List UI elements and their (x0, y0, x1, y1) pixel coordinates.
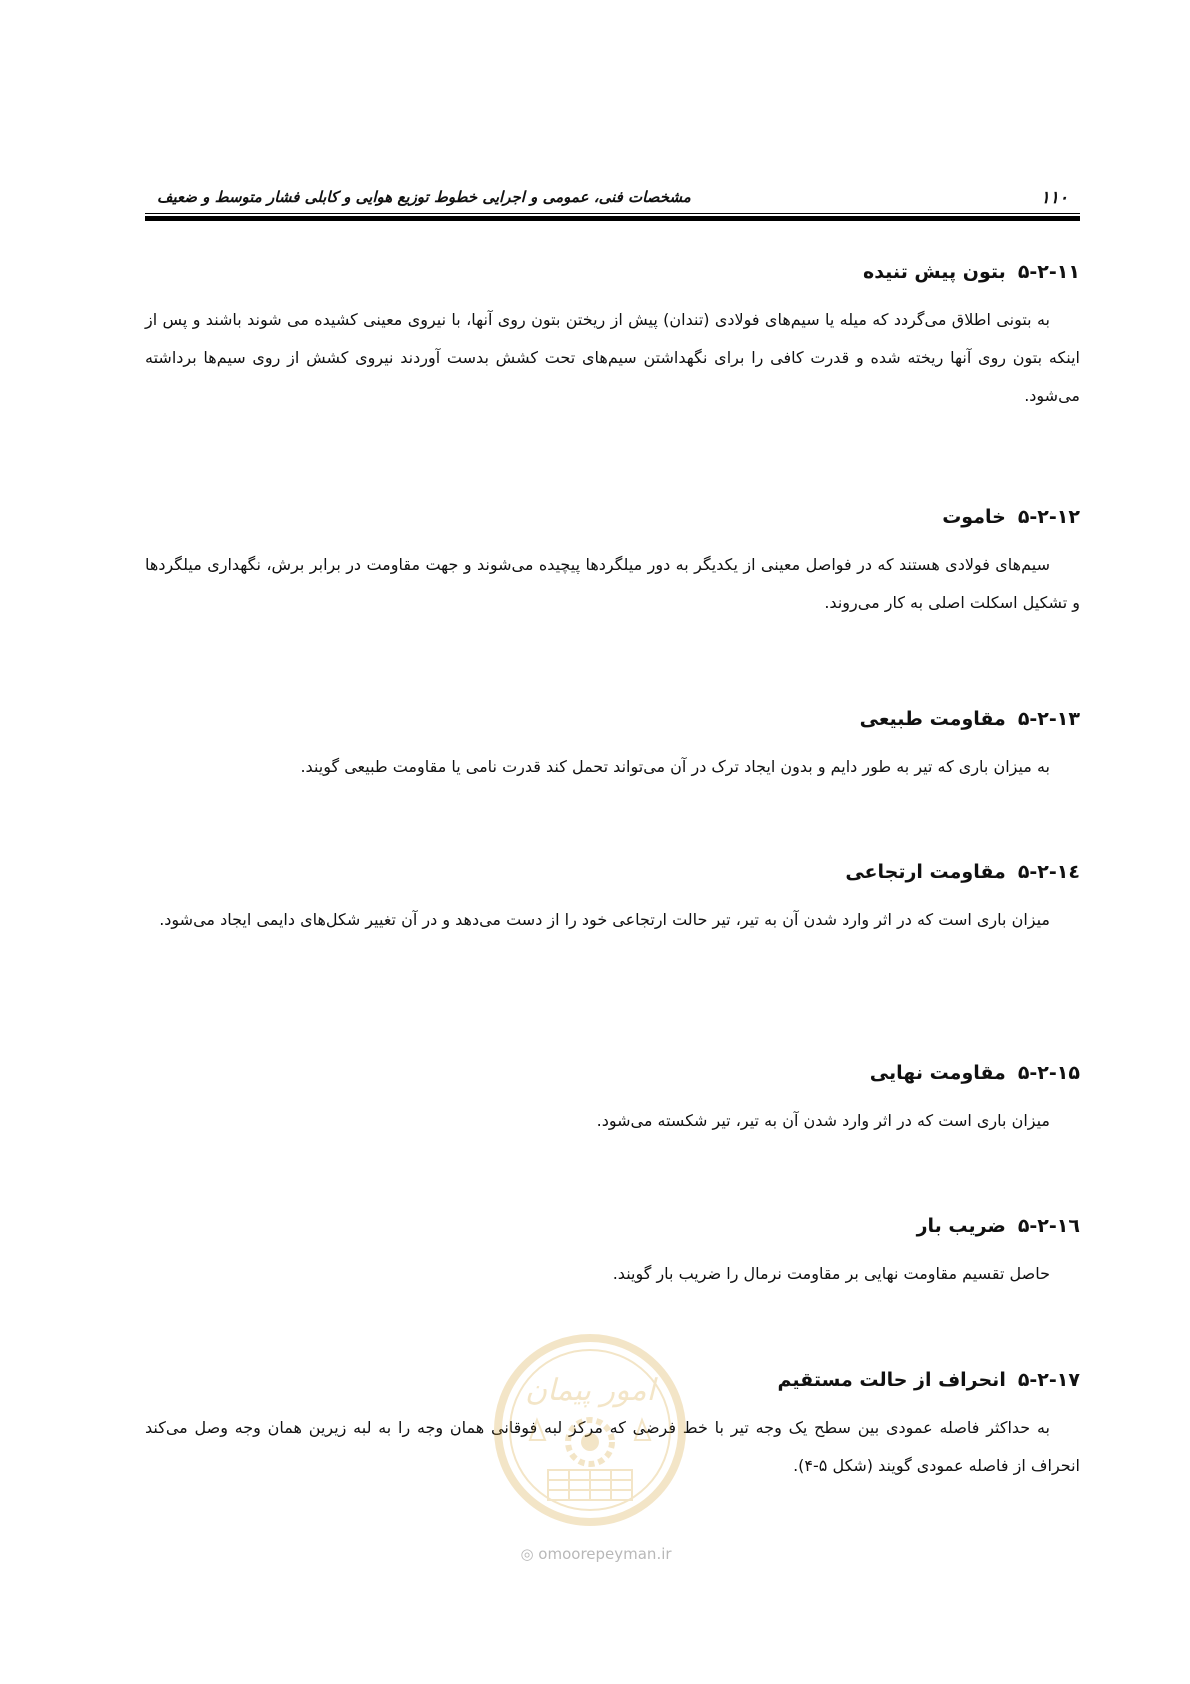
section-13 (145, 702, 1080, 786)
watermark-url-text: omoorepeyman.ir (538, 1545, 672, 1563)
section-number: ۵-۲-۱۷ (1017, 1369, 1080, 1391)
section-title: مقاومت نهایی (869, 1062, 1006, 1084)
section-number: ۵-۲-۱۲ (1017, 506, 1080, 528)
section-title: مقاومت طبیعی (859, 708, 1006, 730)
watermark-url: ◎ omoorepeyman.ir (520, 1545, 672, 1563)
section-number: ۵-۲-۱۵ (1017, 1062, 1080, 1084)
section-paragraph: به بتونی اطلاق می‌گردد که میله یا سیم‌های فولادی (تندان) پیش از ریختن بتون روی آنها، با نیروی معینی کشیده می شوند باشند و پس از اینکه بتون روی آنها ریخته شده و قدرت کافی را برای نگهداشتن سیم‌های تحت کشش بدست آوردند نیروی کشش از روی سیم‌ها برداشته می‌شود. (145, 310, 1080, 405)
section-title: انحراف از حالت مستقیم (777, 1369, 1006, 1391)
section-heading (145, 255, 1080, 289)
section-paragraph: میزان باری است که در اثر وارد شدن آن به تیر، تیر شکسته می‌شود. (596, 1111, 1050, 1130)
watermark-logo-text: امور پیمان (525, 1373, 655, 1408)
section-14 (145, 855, 1080, 939)
section-15 (145, 1056, 1080, 1140)
section-12 (145, 500, 1080, 622)
watermark-logo (490, 1320, 690, 1540)
section-11 (145, 255, 1080, 415)
section-paragraph: سیم‌های فولادی هستند که در فواصل معینی از یکدیگر به دور میلگردها پیچیده می‌شوند و جهت مقاومت در برابر برش، نگهداری میلگردها و تشکیل اسکلت اصلی به کار می‌روند. (145, 555, 1080, 612)
section-heading (145, 1209, 1080, 1243)
header-rule-thick (145, 216, 1080, 221)
header-rule-thin (145, 213, 1080, 214)
section-heading (145, 702, 1080, 736)
section-paragraph: به حداکثر فاصله عمودی بین سطح یک وجه تیر با خط فرضی که مرکز لبه فوقانی همان وجه را به لبه زیرین همان وجه وصل می‌کند انحراف از فاصله عمودی گویند (شکل ۵-۴). (145, 1418, 1080, 1475)
section-number: ۵-۲-۱۱ (1017, 261, 1080, 283)
page-number: ۱۱۰ (1040, 188, 1068, 208)
section-number: ۵-۲-۱٤ (1017, 861, 1080, 883)
section-paragraph: حاصل تقسیم مقاومت نهایی بر مقاومت نرمال را ضریب بار گویند. (612, 1264, 1050, 1283)
section-16 (145, 1209, 1080, 1293)
section-heading (145, 855, 1080, 889)
section-paragraph: میزان باری است که در اثر وارد شدن آن به تیر، تیر حالت ارتجاعی خود را از دست می‌دهد و در آن تغییر شکل‌های دایمی ایجاد می‌شود. (159, 910, 1050, 929)
section-title: بتون پیش تنیده (862, 261, 1006, 283)
section-heading (145, 500, 1080, 534)
section-title: ضریب بار (916, 1215, 1006, 1237)
section-heading (145, 1056, 1080, 1090)
section-number: ۵-۲-۱٦ (1017, 1215, 1080, 1237)
running-title: مشخصات فنی، عمومی و اجرایی خطوط توزیع هوایی و کابلی فشار متوسط و ضعیف (157, 188, 691, 206)
section-number: ۵-۲-۱۳ (1017, 708, 1080, 730)
section-paragraph: به میزان باری که تیر به طور دایم و بدون ایجاد ترک در آن می‌تواند تحمل کند قدرت نامی یا مقاومت طبیعی گویند. (300, 757, 1050, 776)
section-title: مقاومت ارتجاعی (845, 861, 1006, 883)
section-title: خاموت (942, 506, 1006, 528)
